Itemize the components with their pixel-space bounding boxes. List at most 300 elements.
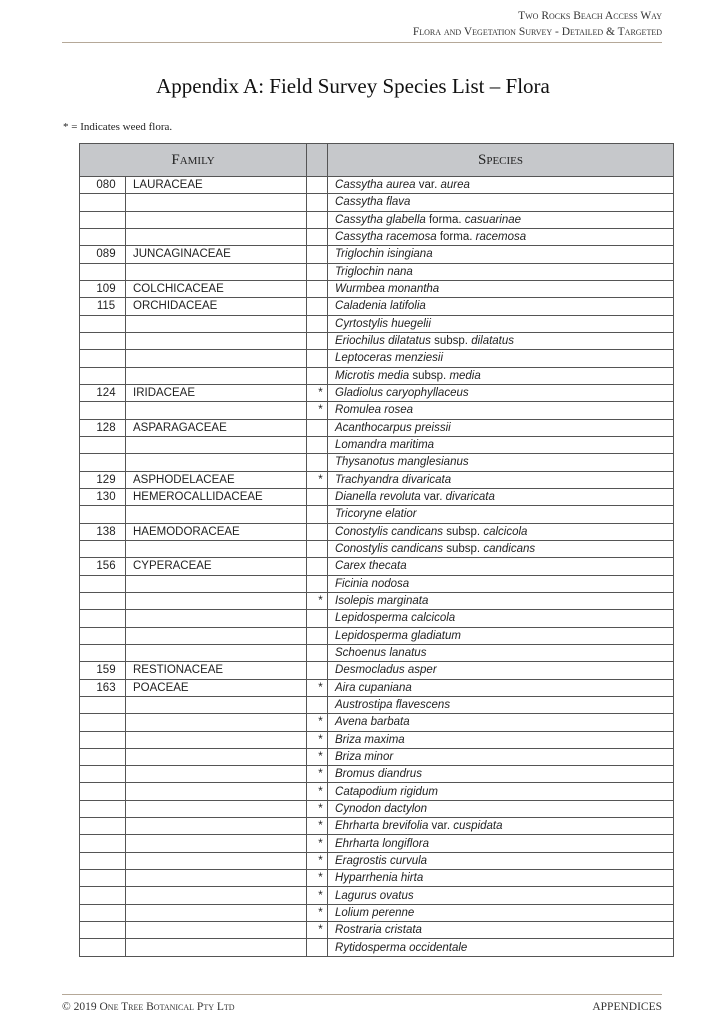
species-epithet: Triglochin nana	[335, 265, 413, 278]
weed-marker-cell	[307, 575, 328, 592]
weed-marker-cell: *	[307, 800, 328, 817]
species-epithet: Lagurus ovatus	[335, 889, 414, 902]
running-header	[413, 8, 662, 40]
species-rank: subsp.	[443, 543, 484, 556]
species-table	[79, 143, 674, 957]
species-name-cell	[328, 696, 674, 713]
family-name-cell	[126, 194, 307, 211]
table-row	[80, 887, 674, 904]
table-row	[80, 298, 674, 315]
family-name-cell	[126, 506, 307, 523]
family-name-cell	[126, 402, 307, 419]
family-code-cell	[80, 436, 126, 453]
weed-marker-cell: *	[307, 592, 328, 609]
table-row	[80, 679, 674, 696]
weed-marker-cell	[307, 644, 328, 661]
family-name-cell	[126, 350, 307, 367]
species-epithet: Rytidosperma occidentale	[335, 941, 468, 954]
table-row	[80, 800, 674, 817]
family-name-cell	[126, 454, 307, 471]
table-row	[80, 852, 674, 869]
table-header-row	[80, 144, 674, 177]
species-epithet: Avena barbata	[335, 716, 410, 729]
family-name-cell	[126, 766, 307, 783]
table-row	[80, 610, 674, 627]
weed-marker-cell	[307, 298, 328, 315]
weed-marker-cell	[307, 523, 328, 540]
table-row	[80, 922, 674, 939]
weed-marker-cell	[307, 263, 328, 280]
species-name-cell	[328, 662, 674, 679]
family-code-cell	[80, 211, 126, 228]
family-code-cell	[80, 766, 126, 783]
species-epithet: Briza maxima	[335, 733, 405, 746]
weed-marker-cell	[307, 662, 328, 679]
species-epithet: Romulea rosea	[335, 404, 413, 417]
species-epithet: Conostylis candicans	[335, 543, 444, 556]
family-name-cell: LAURACEAE	[126, 177, 307, 194]
weed-marker-cell	[307, 350, 328, 367]
table-row	[80, 783, 674, 800]
species-name-cell	[328, 644, 674, 661]
species-epithet: Desmocladus asper	[335, 664, 437, 677]
family-name-cell: HAEMODORACEAE	[126, 523, 307, 540]
family-code-cell	[80, 575, 126, 592]
species-epithet: Lomandra maritima	[335, 439, 435, 452]
weed-marker-cell: *	[307, 714, 328, 731]
species-rank: subsp.	[443, 525, 484, 538]
family-code-cell	[80, 887, 126, 904]
family-name-cell	[126, 644, 307, 661]
weed-marker-cell	[307, 506, 328, 523]
table-row	[80, 384, 674, 401]
species-name-cell	[328, 714, 674, 731]
family-code-cell	[80, 627, 126, 644]
family-name-cell	[126, 714, 307, 731]
footer-copyright: © 2019 One Tree Botanical Pty Ltd	[62, 1001, 235, 1013]
family-name-cell	[126, 922, 307, 939]
table-row	[80, 402, 674, 419]
weed-marker-cell: *	[307, 852, 328, 869]
family-name-cell	[126, 731, 307, 748]
table-row	[80, 575, 674, 592]
species-name-cell	[328, 194, 674, 211]
family-code-cell: 138	[80, 523, 126, 540]
species-epithet: aurea	[440, 179, 470, 192]
species-name-cell	[328, 904, 674, 921]
species-name-cell	[328, 627, 674, 644]
family-name-cell	[126, 748, 307, 765]
species-name-cell	[328, 870, 674, 887]
family-code-cell	[80, 506, 126, 523]
family-name-cell: ORCHIDACEAE	[126, 298, 307, 315]
species-epithet: Catapodium rigidum	[335, 785, 438, 798]
species-name-cell	[328, 315, 674, 332]
species-name-cell	[328, 610, 674, 627]
table-row	[80, 766, 674, 783]
table-row	[80, 315, 674, 332]
family-code-cell: 115	[80, 298, 126, 315]
species-name-cell	[328, 506, 674, 523]
species-epithet: Thysanotus manglesianus	[335, 456, 469, 469]
weed-legend-note: * = Indicates weed flora.	[63, 121, 173, 133]
family-code-cell	[80, 610, 126, 627]
species-name-cell	[328, 540, 674, 557]
species-epithet: Tricoryne elatior	[335, 508, 417, 521]
family-code-cell	[80, 835, 126, 852]
weed-marker-cell	[307, 280, 328, 297]
family-code-cell	[80, 818, 126, 835]
species-name-cell	[328, 575, 674, 592]
family-code-cell	[80, 852, 126, 869]
species-name-cell	[328, 246, 674, 263]
weed-marker-cell	[307, 540, 328, 557]
family-name-cell	[126, 783, 307, 800]
species-name-cell	[328, 436, 674, 453]
family-code-cell	[80, 350, 126, 367]
family-name-cell	[126, 228, 307, 245]
footer-section: APPENDICES	[592, 1001, 662, 1013]
family-column-header: Family	[80, 144, 307, 177]
family-name-cell: HEMEROCALLIDACEAE	[126, 488, 307, 505]
family-name-cell: IRIDACEAE	[126, 384, 307, 401]
weed-marker-cell	[307, 228, 328, 245]
table-row	[80, 939, 674, 956]
weed-marker-cell: *	[307, 679, 328, 696]
species-name-cell	[328, 835, 674, 852]
table-row	[80, 748, 674, 765]
family-name-cell: JUNCAGINACEAE	[126, 246, 307, 263]
species-name-cell	[328, 454, 674, 471]
species-rank: var.	[420, 491, 446, 504]
table-row	[80, 870, 674, 887]
species-name-cell	[328, 350, 674, 367]
family-code-cell	[80, 800, 126, 817]
species-epithet: Austrostipa flavescens	[335, 699, 451, 711]
species-rank: forma.	[425, 213, 465, 226]
weed-marker-cell: *	[307, 766, 328, 783]
species-rank: var.	[428, 820, 454, 833]
species-name-cell	[328, 488, 674, 505]
species-epithet: Bromus diandrus	[335, 768, 422, 781]
table-row	[80, 280, 674, 297]
species-epithet: Ficinia nodosa	[335, 577, 410, 590]
species-name-cell	[328, 731, 674, 748]
family-name-cell	[126, 818, 307, 835]
family-name-cell	[126, 367, 307, 384]
species-epithet: Leptoceras menziesii	[335, 352, 444, 365]
family-name-cell	[126, 870, 307, 887]
weed-marker-cell: *	[307, 887, 328, 904]
family-code-cell	[80, 263, 126, 280]
species-epithet: Cassytha flava	[335, 196, 411, 209]
family-code-cell	[80, 904, 126, 921]
species-epithet: Microtis media	[335, 369, 410, 382]
weed-marker-cell	[307, 315, 328, 332]
weed-marker-cell	[307, 332, 328, 349]
table-row	[80, 228, 674, 245]
species-epithet: racemosa	[475, 231, 527, 244]
weed-marker-cell: *	[307, 835, 328, 852]
weed-marker-cell	[307, 488, 328, 505]
species-epithet: Wurmbea monantha	[335, 283, 440, 296]
weed-marker-cell	[307, 454, 328, 471]
family-code-cell	[80, 644, 126, 661]
family-code-cell	[80, 332, 126, 349]
species-epithet: cuspidata	[453, 820, 503, 833]
family-name-cell	[126, 610, 307, 627]
species-rank: var.	[415, 179, 441, 192]
weed-marker-cell: *	[307, 783, 328, 800]
weed-marker-cell	[307, 194, 328, 211]
header-project-title: Two Rocks Beach Access Way	[518, 10, 662, 22]
weed-marker-cell	[307, 610, 328, 627]
table-row	[80, 454, 674, 471]
weed-marker-cell	[307, 419, 328, 436]
weed-marker-cell: *	[307, 748, 328, 765]
table-row	[80, 436, 674, 453]
family-code-cell: 109	[80, 280, 126, 297]
family-name-cell	[126, 211, 307, 228]
table-row	[80, 506, 674, 523]
table-row	[80, 263, 674, 280]
species-epithet: Lolium perenne	[335, 906, 415, 919]
weed-marker-cell: *	[307, 818, 328, 835]
species-name-cell	[328, 939, 674, 956]
weed-marker-cell	[307, 558, 328, 575]
species-name-cell	[328, 887, 674, 904]
weed-marker-cell	[307, 436, 328, 453]
family-code-cell	[80, 939, 126, 956]
weed-marker-cell: *	[307, 731, 328, 748]
species-name-cell	[328, 228, 674, 245]
table-row	[80, 540, 674, 557]
family-name-cell	[126, 540, 307, 557]
table-row	[80, 662, 674, 679]
family-code-cell: 159	[80, 662, 126, 679]
species-epithet: Carex thecata	[335, 560, 407, 573]
table-row	[80, 488, 674, 505]
table-row	[80, 194, 674, 211]
species-name-cell	[328, 263, 674, 280]
species-epithet: Briza minor	[335, 750, 394, 763]
table-row	[80, 558, 674, 575]
family-name-cell	[126, 315, 307, 332]
species-epithet: Aira cupaniana	[335, 681, 412, 694]
family-code-cell	[80, 696, 126, 713]
table-row	[80, 696, 674, 713]
family-code-cell: 089	[80, 246, 126, 263]
species-epithet: Conostylis candicans	[335, 525, 444, 538]
family-code-cell	[80, 783, 126, 800]
table-row	[80, 332, 674, 349]
weed-marker-cell: *	[307, 870, 328, 887]
species-epithet: Eragrostis curvula	[335, 854, 428, 867]
weed-marker-cell: *	[307, 904, 328, 921]
family-code-cell: 124	[80, 384, 126, 401]
header-divider	[62, 42, 662, 43]
table-row	[80, 904, 674, 921]
family-name-cell: ASPARAGACEAE	[126, 419, 307, 436]
species-epithet: Ehrharta brevifolia	[335, 820, 429, 833]
species-name-cell	[328, 818, 674, 835]
family-code-cell	[80, 922, 126, 939]
family-name-cell: ASPHODELACEAE	[126, 471, 307, 488]
species-epithet: Schoenus lanatus	[335, 647, 427, 660]
species-rank: subsp.	[409, 369, 450, 382]
table-row	[80, 419, 674, 436]
species-name-cell	[328, 523, 674, 540]
table-row	[80, 714, 674, 731]
species-name-cell	[328, 766, 674, 783]
weed-marker-cell	[307, 939, 328, 956]
family-name-cell	[126, 263, 307, 280]
species-epithet: calcicola	[483, 525, 528, 538]
species-name-cell	[328, 748, 674, 765]
species-epithet: Ehrharta longiflora	[335, 837, 429, 850]
weed-marker-cell	[307, 246, 328, 263]
family-name-cell	[126, 696, 307, 713]
weed-marker-cell: *	[307, 471, 328, 488]
family-code-cell	[80, 367, 126, 384]
species-name-cell	[328, 679, 674, 696]
species-name-cell	[328, 852, 674, 869]
family-name-cell	[126, 835, 307, 852]
footer-divider	[62, 994, 662, 995]
family-code-cell	[80, 315, 126, 332]
species-epithet: Lepidosperma calcicola	[335, 612, 456, 625]
family-code-cell	[80, 731, 126, 748]
table-row	[80, 627, 674, 644]
species-epithet: Triglochin isingiana	[335, 248, 433, 261]
weed-marker-cell	[307, 696, 328, 713]
weed-marker-cell: *	[307, 384, 328, 401]
species-name-cell	[328, 800, 674, 817]
weed-column-header	[307, 144, 328, 177]
species-name-cell	[328, 419, 674, 436]
species-epithet: Cassytha racemosa	[335, 231, 437, 244]
species-name-cell	[328, 211, 674, 228]
table-row	[80, 211, 674, 228]
species-name-cell	[328, 280, 674, 297]
family-name-cell	[126, 887, 307, 904]
species-name-cell	[328, 471, 674, 488]
species-name-cell	[328, 367, 674, 384]
table-row	[80, 246, 674, 263]
table-row	[80, 592, 674, 609]
table-row	[80, 835, 674, 852]
species-name-cell	[328, 177, 674, 194]
species-name-cell	[328, 558, 674, 575]
species-name-cell	[328, 332, 674, 349]
family-code-cell: 130	[80, 488, 126, 505]
species-epithet: divaricata	[445, 491, 495, 504]
species-epithet: Cynodon dactylon	[335, 802, 428, 815]
family-name-cell	[126, 592, 307, 609]
species-epithet: Hyparrhenia hirta	[335, 872, 424, 885]
species-rank: subsp.	[430, 335, 472, 348]
family-name-cell	[126, 575, 307, 592]
table-row	[80, 177, 674, 194]
species-epithet: Rostraria cristata	[335, 924, 422, 937]
weed-marker-cell	[307, 367, 328, 384]
weed-marker-cell: *	[307, 402, 328, 419]
family-name-cell: CYPERACEAE	[126, 558, 307, 575]
species-name-cell	[328, 922, 674, 939]
family-code-cell	[80, 402, 126, 419]
species-epithet: Cyrtostylis huegelii	[335, 317, 431, 330]
family-name-cell: POACEAE	[126, 679, 307, 696]
species-name-cell	[328, 592, 674, 609]
family-code-cell: 129	[80, 471, 126, 488]
family-name-cell: RESTIONACEAE	[126, 662, 307, 679]
table-row	[80, 818, 674, 835]
weed-marker-cell: *	[307, 922, 328, 939]
species-epithet: Cassytha glabella	[335, 213, 426, 226]
family-code-cell: 080	[80, 177, 126, 194]
species-epithet: Caladenia latifolia	[335, 300, 426, 313]
family-code-cell: 163	[80, 679, 126, 696]
species-epithet: Lepidosperma gladiatum	[335, 629, 461, 642]
species-epithet: Trachyandra divaricata	[335, 473, 452, 486]
species-epithet: Dianella revoluta	[335, 491, 421, 504]
weed-marker-cell	[307, 627, 328, 644]
family-name-cell	[126, 436, 307, 453]
species-table-body	[80, 177, 674, 957]
family-name-cell	[126, 332, 307, 349]
species-epithet: media	[449, 369, 481, 382]
family-code-cell	[80, 540, 126, 557]
species-column-header: Species	[328, 144, 674, 177]
table-row	[80, 350, 674, 367]
header-report-title: Flora and Vegetation Survey - Detailed & Targeted	[412, 26, 662, 38]
table-row	[80, 731, 674, 748]
family-name-cell: COLCHICACEAE	[126, 280, 307, 297]
family-code-cell: 156	[80, 558, 126, 575]
species-name-cell	[328, 384, 674, 401]
table-row	[80, 471, 674, 488]
weed-marker-cell	[307, 211, 328, 228]
species-epithet: Eriochilus dilatatus	[335, 335, 431, 348]
family-code-cell	[80, 228, 126, 245]
family-code-cell	[80, 748, 126, 765]
species-epithet: Gladiolus caryophyllaceus	[335, 387, 469, 400]
species-epithet: candicans	[483, 543, 536, 556]
species-epithet: casuarinae	[464, 213, 522, 226]
species-name-cell	[328, 402, 674, 419]
species-rank: forma.	[436, 231, 476, 244]
species-epithet: Acanthocarpus preissii	[335, 421, 451, 434]
species-epithet: Isolepis marginata	[335, 595, 429, 608]
family-code-cell	[80, 194, 126, 211]
family-name-cell	[126, 627, 307, 644]
species-epithet: Cassytha aurea	[335, 179, 416, 192]
family-code-cell	[80, 714, 126, 731]
species-name-cell	[328, 298, 674, 315]
family-code-cell	[80, 870, 126, 887]
family-name-cell	[126, 852, 307, 869]
species-epithet: dilatatus	[471, 335, 515, 348]
family-name-cell	[126, 904, 307, 921]
family-name-cell	[126, 939, 307, 956]
family-code-cell	[80, 592, 126, 609]
family-name-cell	[126, 800, 307, 817]
family-code-cell	[80, 454, 126, 471]
table-row	[80, 367, 674, 384]
species-name-cell	[328, 783, 674, 800]
weed-marker-cell	[307, 177, 328, 194]
page-title: Appendix A: Field Survey Species List – Flora	[156, 74, 550, 98]
